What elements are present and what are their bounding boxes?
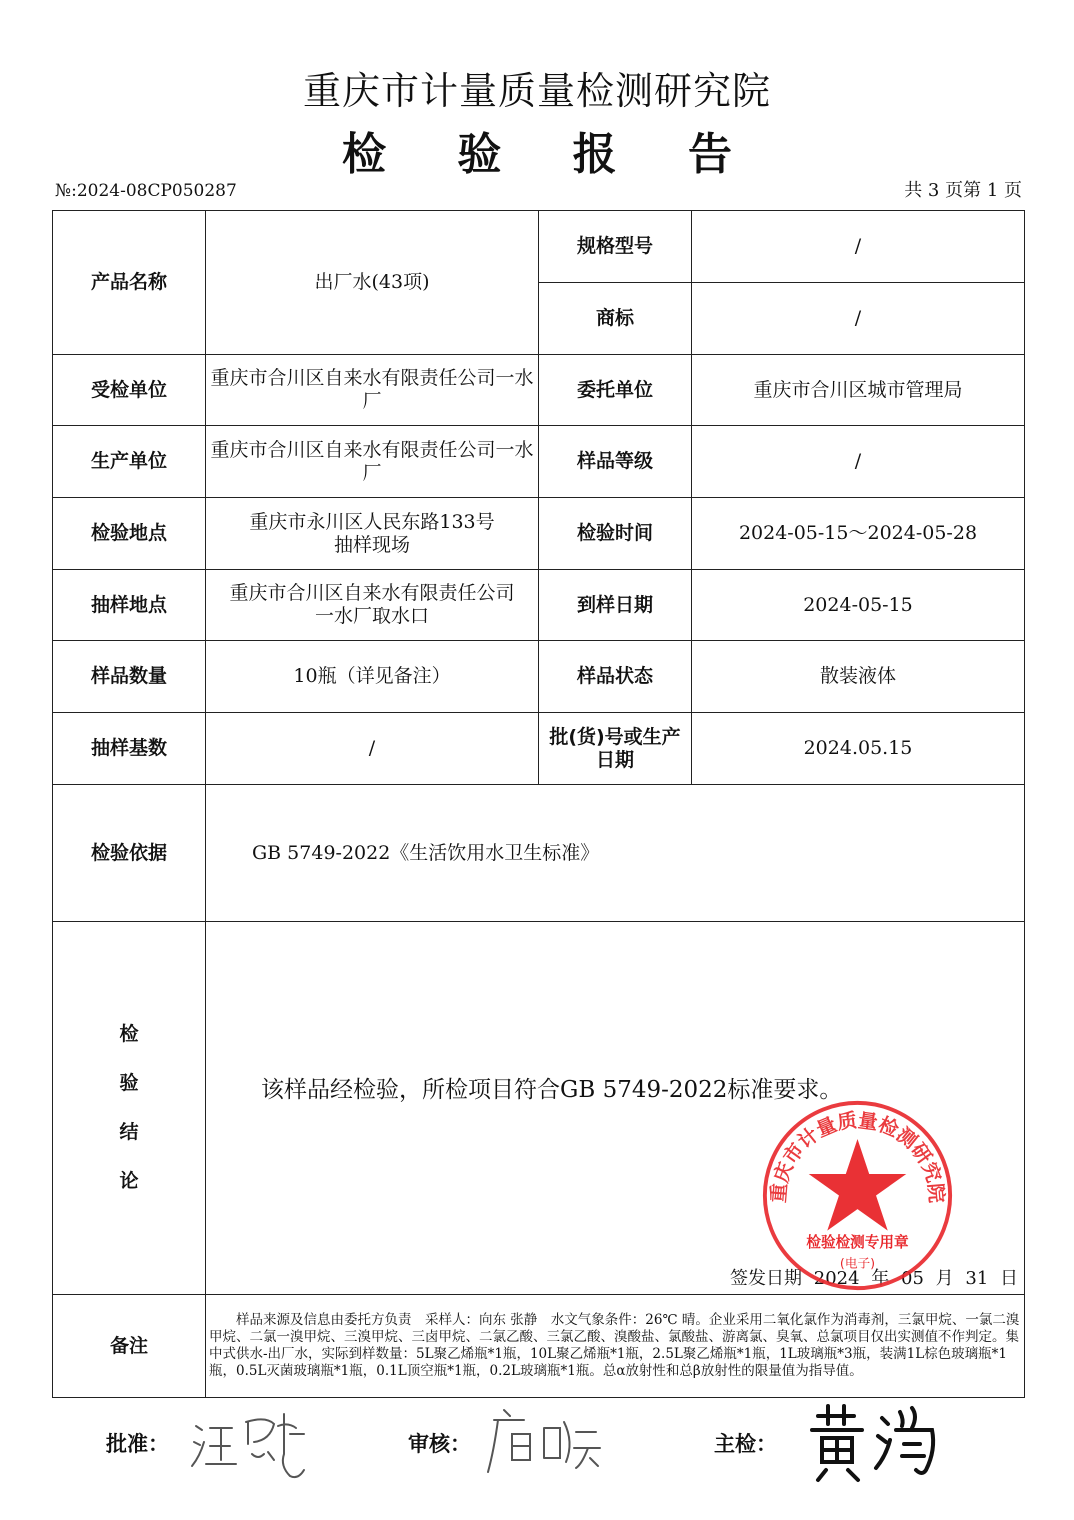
brand-value: / <box>692 283 1025 355</box>
title-char: 告 <box>687 129 732 180</box>
arrival-date-value: 2024-05-15 <box>692 570 1025 641</box>
title-char: 报 <box>572 129 617 180</box>
issue-date: 签发日期 2024 年 05 月 31 日 <box>730 1268 1018 1289</box>
main-inspector-label: 主检： <box>714 1432 777 1456</box>
state-value: 散装液体 <box>692 641 1025 713</box>
sampling-site-label: 抽样地点 <box>53 570 206 641</box>
seal-sub-text: (电子) <box>839 1255 876 1271</box>
producer-label: 生产单位 <box>53 426 206 498</box>
conclusion-label-char: 检 <box>119 1023 139 1045</box>
location-line: 重庆市永川区人民东路133号 <box>249 510 495 533</box>
note-label: 备注 <box>53 1295 206 1398</box>
spec-label: 规格型号 <box>539 211 692 283</box>
report-title <box>0 118 1074 182</box>
conclusion-label <box>53 922 206 1295</box>
sampling-site-value <box>206 570 539 641</box>
spec-value: / <box>692 211 1025 283</box>
organization-name: 重庆市计量质量检测研究院 <box>302 69 771 113</box>
product-name-label: 产品名称 <box>53 211 206 355</box>
producer-value: 重庆市合川区自来水有限责任公司一水厂 <box>206 426 539 498</box>
review-label: 审核： <box>408 1432 471 1456</box>
quantity-value: 10瓶（详见备注） <box>206 641 539 713</box>
client-label: 委托单位 <box>539 355 692 426</box>
conclusion-label-char: 结 <box>119 1121 139 1143</box>
location-label: 检验地点 <box>53 498 206 570</box>
report-number: №:2024-08CP050287 <box>55 181 237 201</box>
sampling-site-line: 重庆市合川区自来水有限责任公司 <box>229 582 515 604</box>
client-value: 重庆市合川区城市管理局 <box>692 355 1025 426</box>
grade-value: / <box>692 426 1025 498</box>
seal-ring-text: 重庆市计量质量检测研究院 <box>766 1108 949 1204</box>
location-line: 抽样现场 <box>333 533 410 556</box>
seal-center-text: 检验检测专用章 <box>806 1234 909 1252</box>
inspected-unit-label: 受检单位 <box>53 355 206 426</box>
state-label: 样品状态 <box>539 641 692 713</box>
page-info: 共 3 页第 1 页 <box>904 180 1022 201</box>
grade-label: 样品等级 <box>539 426 692 498</box>
seal-star-icon <box>809 1139 907 1231</box>
brand-label: 商标 <box>539 283 692 355</box>
main-inspector-signature <box>800 1398 950 1488</box>
quantity-label: 样品数量 <box>53 641 206 713</box>
conclusion-label-char: 验 <box>119 1072 139 1094</box>
sampling-site-line: 一水厂取水口 <box>314 605 429 627</box>
conclusion-label-char: 论 <box>119 1170 139 1192</box>
product-name-value: 出厂水(43项) <box>206 211 539 355</box>
sampling-base-value: / <box>206 713 539 785</box>
approve-signature <box>188 1404 318 1484</box>
batch-label: 批(货)号或生产日期 <box>539 713 692 785</box>
test-time-label: 检验时间 <box>539 498 692 570</box>
official-seal <box>760 1098 955 1293</box>
arrival-date-label: 到样日期 <box>539 570 692 641</box>
inspected-unit-value: 重庆市合川区自来水有限责任公司一水厂 <box>206 355 539 426</box>
location-value <box>206 498 539 570</box>
approve-label: 批准： <box>106 1432 169 1456</box>
note-text: 样品来源及信息由委托方负责 采样人：向东 张静 水文气象条件：26℃ 晴。企业采用二氧化氯作为消毒剂，三氯甲烷、一氯二溴甲烷、二氯一溴甲烷、三溴甲烷、三卤甲烷、二氯乙酸、三氯乙酸、溴酸盐、氯酸盐、游离氯、臭氧、总氯项目仅出实测值不作判定。集中式供水-出厂水，实际到样数量：5L聚乙烯瓶*1瓶，10L聚乙烯瓶*1瓶，2.5L聚乙烯瓶*1瓶，1L玻璃瓶*3瓶，装满1L棕色玻璃瓶*1瓶，0.5L灭菌玻璃瓶*1瓶，0.1L顶空瓶*1瓶，0.2L玻璃瓶*1瓶。总α放射性和总β放射性的限量值为指导值。 <box>206 1295 1025 1398</box>
sampling-base-label: 抽样基数 <box>53 713 206 785</box>
review-signature <box>484 1404 614 1484</box>
batch-value: 2024.05.15 <box>692 713 1025 785</box>
title-char: 验 <box>457 129 502 180</box>
test-time-value: 2024-05-15～2024-05-28 <box>692 498 1025 570</box>
title-char: 检 <box>342 129 386 180</box>
basis-label: 检验依据 <box>53 785 206 922</box>
basis-value: GB 5749-2022《生活饮用水卫生标准》 <box>206 785 1025 922</box>
conclusion-text: 该样品经检验，所检项目符合GB 5749-2022标准要求。 <box>261 1077 843 1103</box>
